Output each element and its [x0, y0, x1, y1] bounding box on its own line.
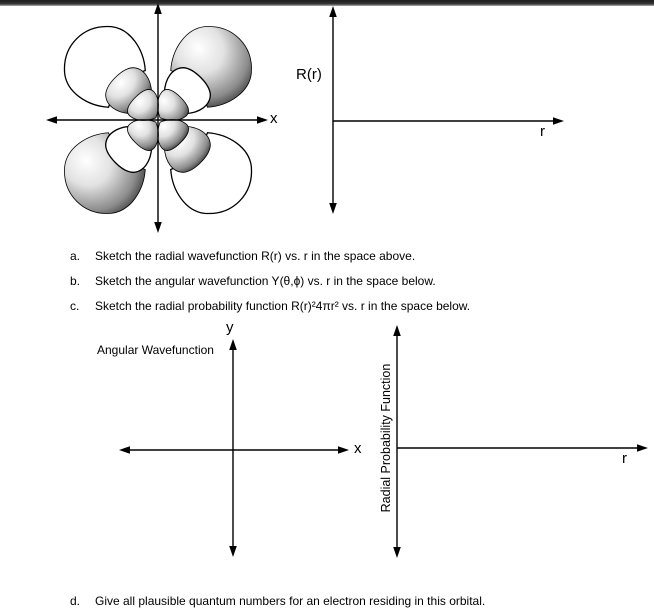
radial-wavefunction-x-label: r: [540, 123, 545, 140]
question-a-label: a.: [70, 248, 81, 263]
question-d: [70, 588, 630, 613]
question-b-text: Sketch the angular wavefunction Y(θ,ϕ) vs. r in the space below.: [95, 273, 436, 288]
question-c-label: c.: [70, 298, 80, 313]
question-a: [70, 243, 610, 268]
radial-wavefunction-y-label: R(r): [296, 66, 322, 83]
question-list: [70, 243, 610, 318]
radial-wavefunction-axes: [290, 0, 580, 225]
angular-y-axis-label: y: [226, 319, 234, 336]
angular-wavefunction-title: Angular Wavefunction: [97, 343, 214, 357]
question-b-label: b.: [70, 273, 81, 288]
angular-x-axis-label: x: [354, 440, 362, 457]
question-c-text: Sketch the radial probability function R(r)²4πr² vs. r in the space below.: [95, 298, 471, 313]
question-b: [70, 268, 610, 293]
radial-probability-axes: [380, 315, 654, 567]
orbital-x-axis-label: x: [270, 110, 278, 127]
orbital-diagram: [28, 0, 290, 240]
question-d-text: Give all plausible quantum numbers for an electron residing in this orbital.: [95, 593, 486, 608]
radial-probability-y-label: Radial Probability Function: [379, 363, 393, 513]
question-d-label: d.: [70, 593, 81, 608]
radial-probability-x-label: r: [622, 450, 627, 467]
question-a-text: Sketch the radial wavefunction R(r) vs. r in the space above.: [95, 248, 416, 263]
